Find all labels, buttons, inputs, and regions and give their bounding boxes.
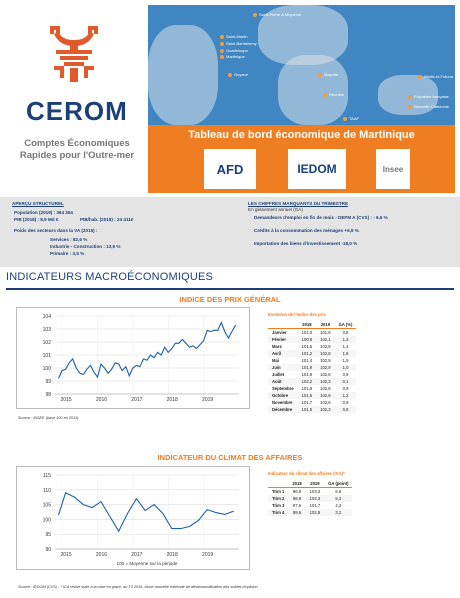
sector-value: 3,5 % bbox=[72, 251, 85, 256]
table-cell: Trim 3 bbox=[272, 503, 285, 508]
section-divider bbox=[6, 288, 454, 290]
table-cell: Février bbox=[268, 336, 298, 343]
table-row bbox=[268, 509, 352, 516]
y-tick-label: 110 bbox=[43, 487, 51, 494]
va-heading: Poids des secteurs dans la VA (2015) : bbox=[14, 228, 98, 233]
table-row bbox=[268, 488, 352, 496]
table-row bbox=[268, 343, 356, 350]
y-tick-label: 104 bbox=[42, 314, 51, 320]
highlight-label: Crédits à la consommation des ménages bbox=[254, 228, 344, 233]
map-label: Saint-Pierre & Miquelon bbox=[259, 12, 302, 17]
pib-hab-figure: PIB/hab. (2018) : 24 411€ bbox=[80, 217, 134, 222]
table-cell: 102,3 bbox=[316, 378, 334, 385]
sector-row: Services : 82,6 % bbox=[50, 237, 88, 242]
x-tick-label: 2019 bbox=[202, 552, 214, 558]
table-header-cell bbox=[268, 480, 288, 488]
table-cell: 0,8 bbox=[342, 330, 349, 335]
map-marker bbox=[253, 13, 257, 17]
table-row bbox=[268, 406, 356, 413]
table-cell: 102,3 bbox=[306, 495, 324, 502]
y-tick-label: 100 bbox=[42, 517, 51, 524]
table-cell: 96,9 bbox=[288, 495, 305, 502]
table-cell: 102,6 bbox=[320, 400, 331, 405]
table-cell: Trim 1 bbox=[272, 489, 285, 494]
map-marker bbox=[418, 75, 422, 79]
highlight-row bbox=[254, 241, 357, 246]
table-header-cell: 2019 bbox=[316, 321, 334, 329]
table-cell: 96,9 bbox=[292, 489, 302, 494]
partner-logo-iedom bbox=[288, 149, 346, 189]
map-label: Nouvelle-Calédonie bbox=[414, 104, 449, 109]
table-cell: Trim 4 bbox=[268, 509, 288, 516]
x-tick-label: 2015 bbox=[60, 552, 72, 558]
table-cell: 102,8 bbox=[320, 372, 331, 377]
table-cell: 103,3 bbox=[309, 489, 321, 494]
table-row bbox=[268, 385, 356, 392]
map-land bbox=[148, 25, 218, 125]
price-table-caption: Evolution de l'indice des prix bbox=[268, 312, 326, 317]
table-row bbox=[268, 350, 356, 357]
highlight-row bbox=[254, 215, 388, 220]
map-marker bbox=[323, 93, 327, 97]
banner bbox=[148, 125, 455, 193]
y-tick-label: 101 bbox=[42, 353, 51, 359]
highlight-label: Importation des biens d'investissement bbox=[254, 241, 341, 246]
map-label: Guyane bbox=[234, 72, 249, 77]
table-cell: 97,6 bbox=[292, 503, 302, 508]
sector-row: Primaire : 3,5 % bbox=[50, 251, 85, 256]
table-row bbox=[268, 502, 352, 509]
map-marker bbox=[228, 73, 232, 77]
structure-heading: APERÇU STRUCTUREL bbox=[12, 201, 64, 206]
table-header-row bbox=[268, 480, 352, 488]
table-cell: 102,1 bbox=[316, 336, 334, 343]
sector-value: 13,9 % bbox=[106, 244, 121, 249]
climate-table bbox=[268, 471, 352, 516]
highlight-row bbox=[254, 228, 359, 233]
section-title: INDICATEURS MACROÉCONOMIQUES bbox=[6, 271, 214, 283]
table-row bbox=[268, 371, 356, 378]
highlights-heading: LES CHIFFRES MARQUANTS DU TRIMESTRE bbox=[248, 201, 349, 206]
table-cell: 100,8 bbox=[298, 336, 316, 343]
table-cell: Avril bbox=[268, 350, 298, 357]
header bbox=[0, 0, 460, 195]
brand-tagline: Comptes Économiques Rapides pour l'Outre-mer bbox=[19, 138, 135, 161]
table-cell: 101,4 bbox=[301, 358, 313, 363]
table-cell: 0,1 bbox=[335, 378, 357, 385]
table-cell: 101,9 bbox=[301, 372, 313, 377]
table-cell: Mai bbox=[272, 358, 279, 363]
table-cell: Janvier bbox=[272, 330, 287, 335]
table-cell: 101,9 bbox=[298, 364, 316, 371]
sector-label: Services bbox=[50, 237, 69, 242]
table-row bbox=[268, 364, 356, 371]
table-row bbox=[268, 336, 356, 343]
climate-source: Source : IEDOM (CVS) - * ICA révisé suite à la mise en place, au T3 2016, d'une nouvelle méthode de désaisonnalisation des soldes d'opinion bbox=[18, 585, 258, 589]
climate-table-caption: Indicateur du climat des affaires (ICA)* bbox=[268, 471, 345, 476]
partner-logo-insee bbox=[376, 149, 410, 189]
map-label: Réunion bbox=[329, 92, 344, 97]
table-cell: 102,9 bbox=[320, 344, 331, 349]
price-table bbox=[268, 312, 356, 413]
map-marker bbox=[343, 117, 347, 121]
table-cell: 101,8 bbox=[320, 330, 331, 335]
x-tick-label: 2017 bbox=[131, 552, 143, 558]
table-cell: 102,3 bbox=[316, 406, 334, 413]
table-header-cell bbox=[268, 321, 298, 329]
price-chart-svg bbox=[17, 308, 249, 408]
table-cell: Septembre bbox=[272, 386, 294, 391]
table-row bbox=[268, 399, 356, 406]
table-cell: 101,0 bbox=[301, 330, 313, 335]
table-cell: 1,2 bbox=[335, 392, 357, 399]
partner-label: IEDOM bbox=[297, 162, 337, 176]
y-tick-label: 100 bbox=[42, 366, 51, 372]
map-label: Mayotte bbox=[324, 72, 339, 77]
climate-panel-title: INDICATEUR DU CLIMAT DES AFFAIRES bbox=[157, 453, 303, 462]
table-cell: 101,5 bbox=[298, 406, 316, 413]
table-cell: 4,2 bbox=[335, 503, 342, 508]
climate-table-grid bbox=[268, 480, 352, 516]
table-header-cell: GA (%) bbox=[335, 321, 357, 329]
table-cell: Juin bbox=[268, 364, 298, 371]
table-row bbox=[268, 378, 356, 385]
table-cell: 102,8 bbox=[306, 509, 324, 516]
y-tick-label: 103 bbox=[42, 327, 51, 333]
map-label: Saint-Barthélemy bbox=[226, 41, 257, 46]
y-tick-label: 105 bbox=[42, 502, 51, 509]
table-cell: 1,5 bbox=[342, 358, 349, 363]
table-cell: 99,6 bbox=[288, 509, 305, 516]
map-label: Polynésie française bbox=[414, 94, 449, 99]
x-tick-label: 2018 bbox=[166, 552, 178, 558]
map-marker bbox=[408, 105, 412, 109]
sector-value: 82,6 % bbox=[73, 237, 88, 242]
map-land bbox=[278, 55, 348, 125]
y-tick-label: 115 bbox=[43, 473, 51, 479]
partner-label: AFD bbox=[216, 161, 244, 177]
table-cell: 1,0 bbox=[335, 364, 357, 371]
table-header-cell: 2018 bbox=[298, 321, 316, 329]
series-line bbox=[59, 493, 234, 531]
map-marker bbox=[220, 49, 224, 53]
price-panel-title: INDICE DES PRIX GÉNÉRAL bbox=[179, 295, 281, 304]
sector-row: Industrie - Construction : 13,9 % bbox=[50, 244, 121, 249]
table-cell: Trim 2 bbox=[268, 495, 288, 502]
table-cell: 1,3 bbox=[335, 336, 357, 343]
table-cell: 101,9 bbox=[301, 386, 313, 391]
table-cell: Mars bbox=[272, 344, 282, 349]
table-cell: 5,3 bbox=[324, 495, 352, 502]
map-marker bbox=[220, 55, 224, 59]
table-cell: 6,6 bbox=[335, 489, 342, 494]
table-cell: Octobre bbox=[268, 392, 298, 399]
table-cell: 102,9 bbox=[320, 358, 331, 363]
map-marker bbox=[318, 73, 322, 77]
x-tick-label: 2016 bbox=[95, 552, 108, 558]
table-cell: 1,6 bbox=[335, 350, 357, 357]
map-label: Guadeloupe bbox=[226, 48, 248, 53]
table-header-cell: 2019 bbox=[306, 480, 324, 488]
table-cell: 102,2 bbox=[298, 378, 316, 385]
table-cell: 3,2 bbox=[324, 509, 352, 516]
map-marker bbox=[408, 95, 412, 99]
partner-label: Insee bbox=[382, 164, 404, 174]
table-cell: 1,4 bbox=[342, 344, 349, 349]
map-marker bbox=[220, 42, 224, 46]
pib-figure: PIB (2018) : 8,9 Md € bbox=[14, 217, 59, 222]
highlight-value: - 6,6 % bbox=[373, 215, 388, 220]
table-cell: 102,8 bbox=[316, 392, 334, 399]
table-cell: 0,9 bbox=[342, 372, 349, 377]
sector-label: Primaire bbox=[50, 251, 69, 256]
map-marker bbox=[220, 35, 224, 39]
table-cell: 0,9 bbox=[342, 400, 349, 405]
y-tick-label: 98 bbox=[45, 392, 51, 398]
map-label: Martinique bbox=[226, 54, 245, 59]
y-tick-label: 102 bbox=[42, 340, 51, 346]
x-tick-label: 2017 bbox=[131, 397, 143, 403]
table-header-cell: 2018 bbox=[288, 480, 305, 488]
territories-map bbox=[148, 5, 455, 125]
key-figures bbox=[0, 197, 460, 267]
highlight-value: +6,9 % bbox=[344, 228, 359, 233]
price-chart bbox=[16, 307, 250, 409]
table-cell: 101,5 bbox=[301, 344, 313, 349]
highlight-label: Demandeurs d'emploi en fin de mois - DEFM A (CVS) : bbox=[254, 215, 372, 220]
sector-label: Industrie - Construction bbox=[50, 244, 103, 249]
table-cell: 0,9 bbox=[342, 386, 349, 391]
table-cell: Novembre bbox=[272, 400, 293, 405]
series-line bbox=[59, 323, 236, 379]
table-row bbox=[268, 495, 352, 502]
price-source: Source : INSEE (base 100 en 2015) bbox=[18, 416, 79, 420]
cerom-logo-icon bbox=[44, 22, 104, 84]
table-cell: 101,2 bbox=[298, 350, 316, 357]
banner-title: Tableau de bord économique de Martinique bbox=[188, 129, 415, 141]
table-cell: 101,6 bbox=[298, 392, 316, 399]
price-table-grid bbox=[268, 321, 356, 413]
table-header-row bbox=[268, 321, 356, 329]
population-figure: Population (2019) : 364 354 bbox=[14, 210, 73, 215]
x-tick-label: 2015 bbox=[60, 397, 72, 403]
table-cell: 102,8 bbox=[320, 386, 331, 391]
brand-name: CEROM bbox=[26, 96, 128, 126]
x-tick-label: 2018 bbox=[166, 397, 178, 403]
table-row bbox=[268, 329, 356, 337]
table-cell: 101,7 bbox=[309, 503, 321, 508]
climate-chart bbox=[16, 466, 250, 570]
table-cell: 101,7 bbox=[301, 400, 313, 405]
y-tick-label: 95 bbox=[45, 532, 51, 539]
table-row bbox=[268, 392, 356, 399]
table-cell: 0,8 bbox=[335, 406, 357, 413]
y-tick-label: 99 bbox=[45, 379, 51, 385]
y-tick-label: 90 bbox=[45, 547, 51, 553]
table-cell: Août bbox=[268, 378, 298, 385]
map-label: TAAF bbox=[349, 116, 359, 121]
table-row bbox=[268, 357, 356, 364]
table-header-cell: GA (point) bbox=[324, 480, 352, 488]
partner-logo-afd bbox=[204, 149, 256, 189]
x-tick-label: 2019 bbox=[202, 397, 214, 403]
table-cell: Décembre bbox=[268, 406, 298, 413]
table-cell: 102,9 bbox=[316, 364, 334, 371]
x-tick-label: 2016 bbox=[95, 397, 108, 403]
logo-column bbox=[0, 0, 148, 195]
table-cell: 102,8 bbox=[316, 350, 334, 357]
highlight-value: -18,0 % bbox=[341, 241, 358, 246]
highlights-subheading: En glissement annuel (GA) bbox=[248, 207, 303, 212]
map-label: Saint-Martin bbox=[226, 34, 248, 39]
chart-note: 100 = Moyenne sur la période bbox=[116, 561, 178, 566]
map-label: Wallis-et-Futuna bbox=[424, 74, 453, 79]
table-cell: Juillet bbox=[272, 372, 285, 377]
climate-chart-svg bbox=[17, 467, 249, 569]
